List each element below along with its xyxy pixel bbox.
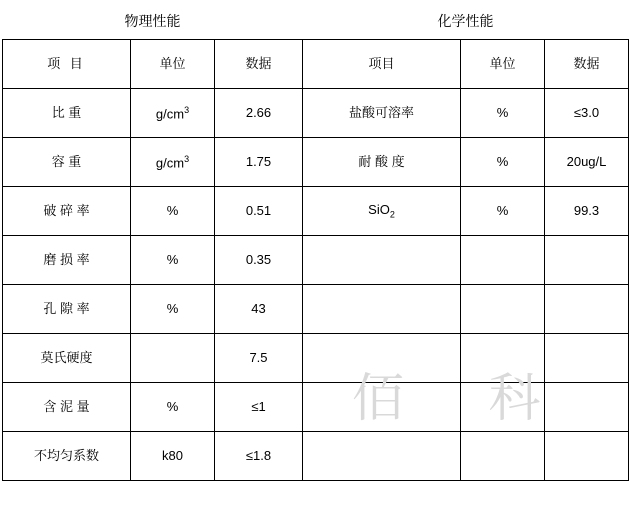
table-row	[3, 334, 629, 383]
cell-phys-data: 0.35	[215, 236, 303, 285]
cell-chem-item: 盐酸可溶率	[303, 89, 461, 138]
cell-phys-unit: k80	[131, 432, 215, 481]
table-group-header-row	[3, 3, 629, 40]
cell-phys-item: 不均匀系数	[3, 432, 131, 481]
cell-phys-item: 容 重	[3, 138, 131, 187]
cell-phys-unit: %	[131, 383, 215, 432]
header-phys-unit: 单位	[131, 40, 215, 89]
cell-chem-unit: %	[461, 187, 545, 236]
cell-chem-unit	[461, 383, 545, 432]
header-chem-data: 数据	[545, 40, 629, 89]
group-header-physical: 物理性能	[3, 3, 303, 40]
table-row	[3, 432, 629, 481]
group-header-chemical: 化学性能	[303, 3, 629, 40]
cell-chem-unit: %	[461, 138, 545, 187]
table-row	[3, 285, 629, 334]
watermark-text: 佰 科	[352, 369, 575, 429]
cell-phys-unit: %	[131, 187, 215, 236]
cell-phys-data: 7.5	[215, 334, 303, 383]
cell-chem-data	[545, 236, 629, 285]
cell-chem-data	[545, 383, 629, 432]
table-row	[3, 383, 629, 432]
cell-chem-item: 耐 酸 度	[303, 138, 461, 187]
cell-phys-data: 43	[215, 285, 303, 334]
cell-chem-unit	[461, 285, 545, 334]
cell-chem-item	[303, 236, 461, 285]
cell-phys-unit	[131, 138, 215, 187]
cell-phys-data: ≤1	[215, 383, 303, 432]
table-row	[3, 187, 629, 236]
header-chem-unit: 单位	[461, 40, 545, 89]
cell-chem-data: 20ug/L	[545, 138, 629, 187]
unit-text: g/cm	[155, 105, 185, 121]
cell-phys-item: 比 重	[3, 89, 131, 138]
cell-chem-unit	[461, 432, 545, 481]
cell-chem-unit	[461, 236, 545, 285]
cell-phys-unit	[131, 89, 215, 138]
table-header-row	[3, 40, 629, 89]
cell-chem-data	[545, 432, 629, 481]
unit-superscript: 3	[184, 104, 190, 115]
cell-phys-item: 含 泥 量	[3, 383, 131, 432]
header-chem-item: 项目	[303, 40, 461, 89]
cell-chem-data	[545, 334, 629, 383]
cell-chem-data	[545, 285, 629, 334]
unit-superscript: 3	[184, 153, 190, 164]
cell-chem-item	[303, 432, 461, 481]
cell-phys-data: ≤1.8	[215, 432, 303, 481]
cell-chem-item	[303, 285, 461, 334]
cell-chem-item	[303, 334, 461, 383]
cell-chem-unit	[461, 334, 545, 383]
cell-chem-item	[303, 187, 461, 236]
cell-phys-item: 莫氏硬度	[3, 334, 131, 383]
cell-chem-data: ≤3.0	[545, 89, 629, 138]
header-phys-item: 项 目	[3, 40, 131, 89]
cell-phys-data: 1.75	[215, 138, 303, 187]
cell-phys-data: 0.51	[215, 187, 303, 236]
formula-subscript: 2	[389, 209, 395, 220]
cell-phys-unit	[131, 334, 215, 383]
cell-phys-item: 磨 损 率	[3, 236, 131, 285]
table-row	[3, 138, 629, 187]
unit-text: g/cm	[155, 154, 185, 170]
cell-chem-data: 99.3	[545, 187, 629, 236]
cell-phys-item: 破 碎 率	[3, 187, 131, 236]
cell-phys-data: 2.66	[215, 89, 303, 138]
cell-phys-item: 孔 隙 率	[3, 285, 131, 334]
header-phys-data: 数据	[215, 40, 303, 89]
formula-text: SiO	[368, 201, 390, 217]
table-row	[3, 236, 629, 285]
table-row	[3, 89, 629, 138]
specification-table	[2, 3, 629, 481]
cell-phys-unit: %	[131, 285, 215, 334]
cell-phys-unit: %	[131, 236, 215, 285]
cell-chem-unit: %	[461, 89, 545, 138]
cell-chem-item	[303, 383, 461, 432]
